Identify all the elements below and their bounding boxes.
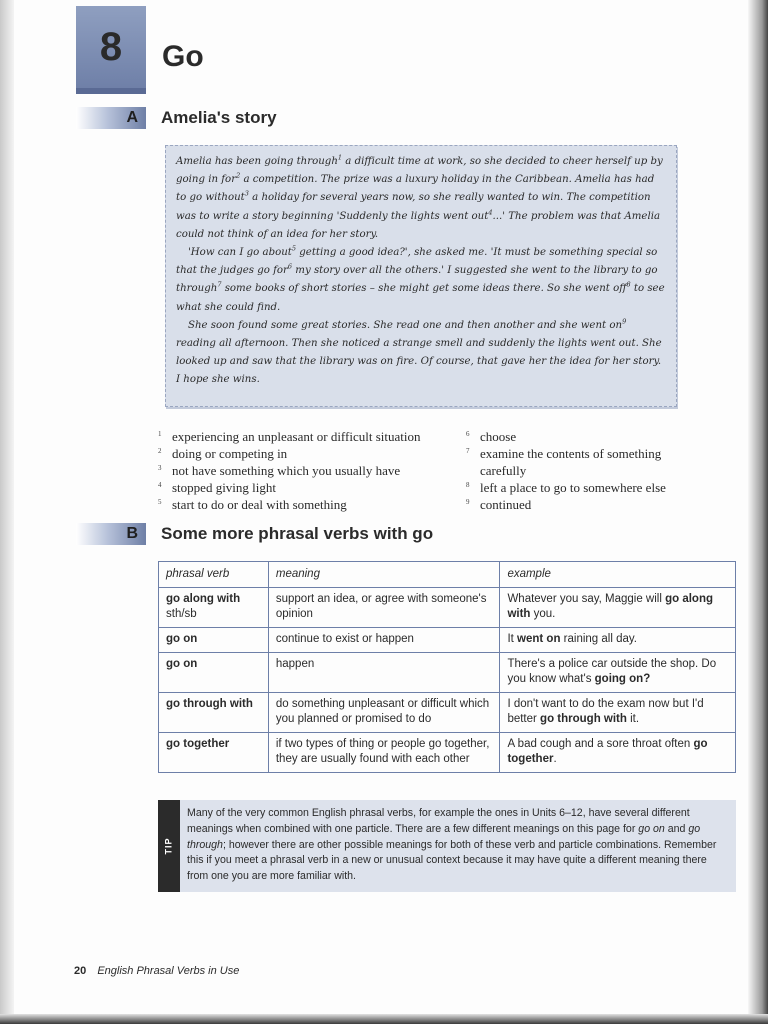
footnote-item	[466, 496, 706, 513]
unit-number-underline	[76, 88, 146, 94]
meaning-cell: continue to exist or happen	[268, 628, 500, 653]
table-row	[159, 588, 736, 628]
footnote-item	[158, 462, 458, 479]
table-row	[159, 653, 736, 693]
example-highlight: go along with	[507, 593, 714, 620]
column-header-example: example	[500, 562, 736, 588]
table-header-row	[159, 562, 736, 588]
page-edge-bottom	[0, 1014, 768, 1024]
footnote-marker: 9	[622, 317, 627, 326]
table-row	[159, 733, 736, 773]
footnote-text: experiencing an unpleasant or difficult situation	[172, 429, 421, 444]
tip-text: Many of the very common English phrasal verbs, for example the ones in Units 6–12, have several different meanings when combined with one particle. There are a few different meanings on this page for go on and go through; however there are other possible meanings for both of these verb and particle combinations. Remember this if you meet a phrasal verb in a new or unusual context because it may have quite a different meaning there from one you are more familiar with.	[187, 807, 717, 883]
table-row	[159, 628, 736, 653]
phrasal-verb-cell: go along with sth/sb	[159, 588, 269, 628]
phrasal-verbs-table	[158, 561, 736, 773]
tip-label: TIP	[158, 800, 180, 892]
tip-box	[158, 800, 736, 892]
column-header-phrasal-verb: phrasal verb	[159, 562, 269, 588]
section-b-marker	[76, 523, 146, 545]
phrasal-verb-cell: go together	[159, 733, 269, 773]
table-row	[159, 693, 736, 733]
footnote-text: left a place to go to somewhere else	[480, 480, 666, 495]
section-b-title: Some more phrasal verbs with go	[161, 524, 434, 543]
meaning-cell: support an idea, or agree with someone's opinion	[268, 588, 500, 628]
footnote-text: choose	[480, 429, 517, 444]
example-cell: A bad cough and a sore throat often go together.	[500, 733, 736, 773]
column-header-meaning: meaning	[268, 562, 500, 588]
footnote-item	[158, 479, 458, 496]
book-title: English Phrasal Verbs in Use	[97, 965, 240, 977]
example-highlight: went on	[517, 633, 561, 645]
footnotes-left-column	[158, 428, 458, 513]
example-highlight: going on?	[594, 673, 651, 685]
footnote-marker: 4	[488, 208, 493, 217]
section-a-marker	[76, 107, 146, 129]
story-paragraph: She soon found some great stories. She read one and then another and she went $on^9$ reading all afternoon. Then she noticed a strange smell and suddenly the lights went out. She looked up and saw that the library was on fire. Of course, that gave her the idea for her story. I hope she wins.	[176, 317, 662, 386]
story-paragraph: 'How can I go about$^5$ getting a good idea?', she asked me. 'It must be something special so that the judges go for$^6$ my story over all the others.' I suggested she went to the library to go through$^7$ some books of short stories – she might get some ideas there. So she went off$^8$ to see what she could find.	[176, 244, 665, 313]
phrasal-verb-cell: go through with	[159, 693, 269, 733]
footnote-number: 1	[158, 430, 162, 438]
tip-emphasis: go through	[187, 822, 701, 851]
footnote-marker: 2	[236, 171, 241, 180]
tip-emphasis: go on	[638, 822, 665, 835]
unit-number-box	[76, 6, 146, 88]
example-cell: It went on raining all day.	[500, 628, 736, 653]
example-highlight: go together	[507, 738, 708, 765]
footnote-number: 6	[466, 430, 470, 438]
example-cell: I don't want to do the exam now but I'd better go through with it.	[500, 693, 736, 733]
footnote-item	[466, 479, 706, 496]
example-cell: Whatever you say, Maggie will go along with you.	[500, 588, 736, 628]
footnote-number: 8	[466, 481, 470, 489]
section-b-letter: B	[126, 525, 138, 542]
footnote-number: 3	[158, 464, 162, 472]
footnote-text: stopped giving light	[172, 480, 276, 495]
footnote-marker: 8	[626, 281, 631, 290]
footnote-marker: 1	[337, 153, 343, 162]
spine-shadow	[0, 0, 14, 1024]
footnote-text: examine the contents of something carefully	[480, 446, 662, 478]
footnote-marker: 5	[291, 244, 297, 253]
meaning-cell: happen	[268, 653, 500, 693]
story-paragraph: Amelia has been going through$^1$ a difficult time at work, so she decided to cheer herself up by going in for$^2$ a competition. The prize was a luxury holiday in the Caribbean. Amelia has had to go without$^3$ a holiday for several years now, so she really wanted to win. The competition was to write a story beginning 'Suddenly the lights went out$^4$...' The problem was that Amelia could not think of an idea for her story.	[176, 153, 663, 240]
footnote-text: doing or competing in	[172, 446, 288, 461]
footnote-number: 4	[158, 481, 162, 489]
footnotes-right-column	[466, 428, 706, 513]
story-text-box	[165, 145, 677, 407]
meaning-cell: if two types of thing or people go together, they are usually found with each other	[268, 733, 500, 773]
unit-title: Go	[162, 40, 204, 73]
page-edge-right	[748, 0, 768, 1024]
footnote-item	[158, 496, 458, 513]
phrasal-verb-cell: go on	[159, 653, 269, 693]
phrasal-verb-cell: go on	[159, 628, 269, 653]
page-number: 20	[74, 965, 87, 977]
footnote-text: start to do or deal with something	[172, 497, 347, 512]
example-cell: There's a police car outside the shop. Do you know what's going on?	[500, 653, 736, 693]
footnote-item	[158, 428, 458, 445]
footnote-number: 2	[158, 447, 162, 455]
footnote-number: 9	[466, 498, 470, 506]
section-a-letter: A	[126, 109, 138, 126]
verb-object: sth/sb	[166, 608, 197, 620]
meaning-cell: do something unpleasant or difficult which you planned or promised to do	[268, 693, 500, 733]
footnote-number: 7	[466, 447, 470, 455]
footnote-item	[466, 428, 706, 445]
footnote-item	[466, 445, 706, 479]
footnote-marker: 3	[244, 190, 249, 199]
example-highlight: go through with	[540, 713, 627, 725]
section-a-title: Amelia's story	[161, 108, 277, 127]
footnote-marker: 7	[217, 281, 222, 290]
footnote-text: continued	[480, 497, 532, 512]
page-footer	[74, 965, 239, 977]
footnote-item	[158, 445, 458, 462]
footnote-text: not have something which you usually have	[172, 463, 401, 478]
footnote-number: 5	[158, 498, 162, 506]
footnote-marker: 6	[287, 262, 293, 271]
unit-number: 8	[99, 24, 123, 69]
